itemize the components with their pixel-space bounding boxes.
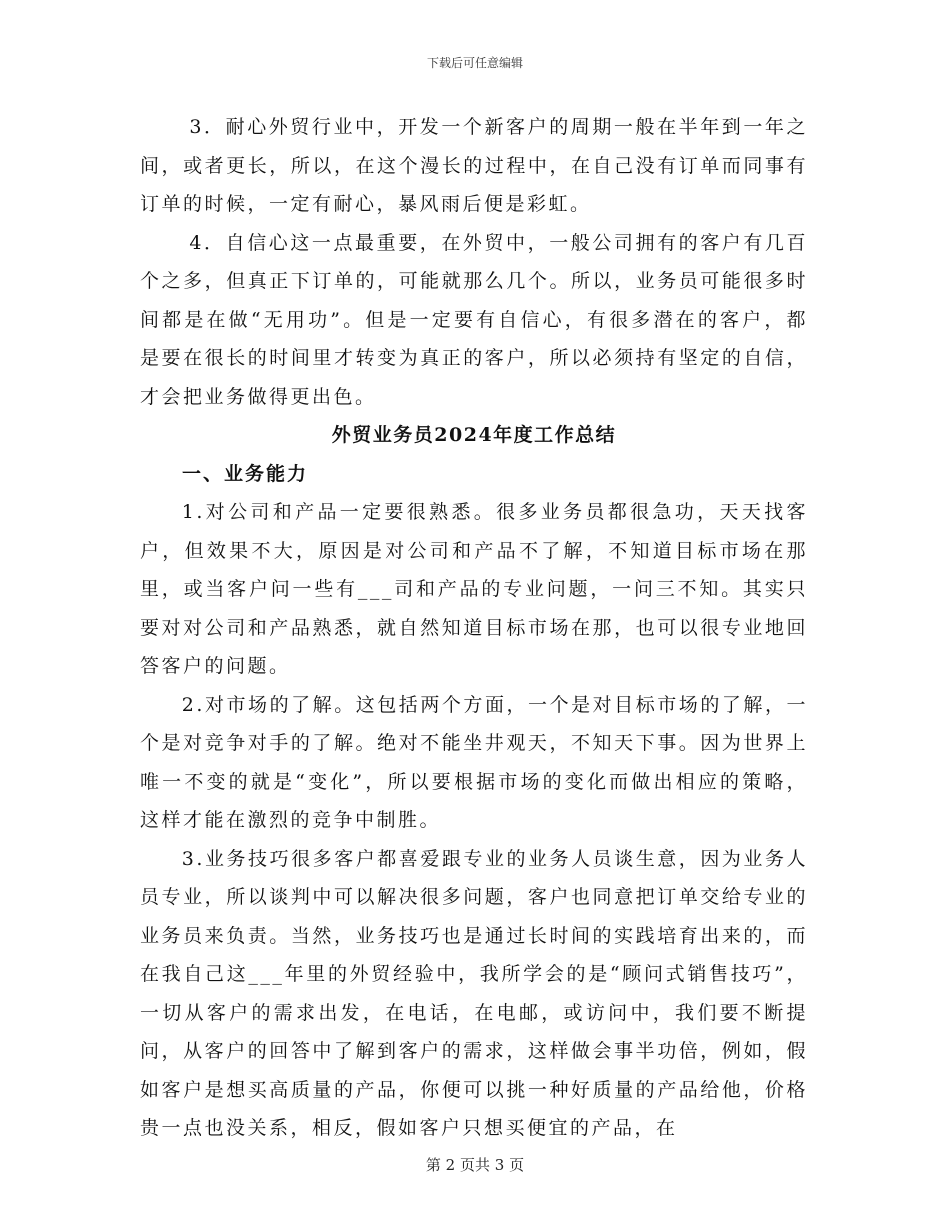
paragraph-business-skills: 3.业务技巧很多客户都喜爱跟专业的业务人员谈生意，因为业务人员专业，所以谈判中可以解决很多问题，客户也同意把订单交给专业的业务员来负责。当然，业务技巧也是通过长时间的实践培育出来的，而在我自己这___年里的外贸经验中，我所学会的是“顾问式销售技巧”，一切从客户的需求出发，在电话，在电邮，或访问中，我们要不断提问，从客户的回答中了解到客户的需求，这样做会事半功倍，例如，假如客户是想买高质量的产品，你便可以挑一种好质量的产品给他，价格贵一点也没关系，相反，假如客户只想买便宜的产品，在 [140,847,808,1139]
paragraph-know-company-products: 1.对公司和产品一定要很熟悉。很多业务员都很急功，天天找客户，但效果不大，原因是对公司和产品不了解，不知道目标市场在那里，或当客户问一些有___司和产品的专业问题，一问三不知。其实只要对对公司和产品熟悉，就自然知道目标市场在那，也可以很专业地回答客户的问题。 [140,501,808,677]
page-header-note: 下载后可任意编辑 [426,56,523,70]
paragraph-patience: 3．耐心外贸行业中，开发一个新客户的周期一般在半年到一年之间，或者更长，所以，在这个漫长的过程中，在自己没有订单而同事有订单的时候，一定有耐心，暴风雨后便是彩虹。 [140,116,808,215]
page-number: 第 2 页共 3 页 [425,1156,525,1174]
document-title: 外贸业务员2024年度工作总结 [331,424,617,446]
section-heading-business-ability: 一、业务能力 [182,462,309,485]
paragraph-confidence: 4．自信心这一点最重要，在外贸中，一般公司拥有的客户有几百个之多，但真正下订单的，可能就那么几个。所以，业务员可能很多时间都是在做“无用功”。但是一定要有自信心，有很多潜在的客户，都是要在很长的时间里才转变为真正的客户，所以必须持有坚定的自信，才会把业务做得更出色。 [140,231,808,408]
document-body [140,108,808,1148]
paragraph-know-market: 2.对市场的了解。这包括两个方面，一个是对目标市场的了解，一个是对竞争对手的了解。绝对不能坐井观天，不知天下事。因为世界上唯一不变的就是“变化”，所以要根据市场的变化而做出相应的策略，这样才能在激烈的竞争中制胜。 [140,693,808,831]
